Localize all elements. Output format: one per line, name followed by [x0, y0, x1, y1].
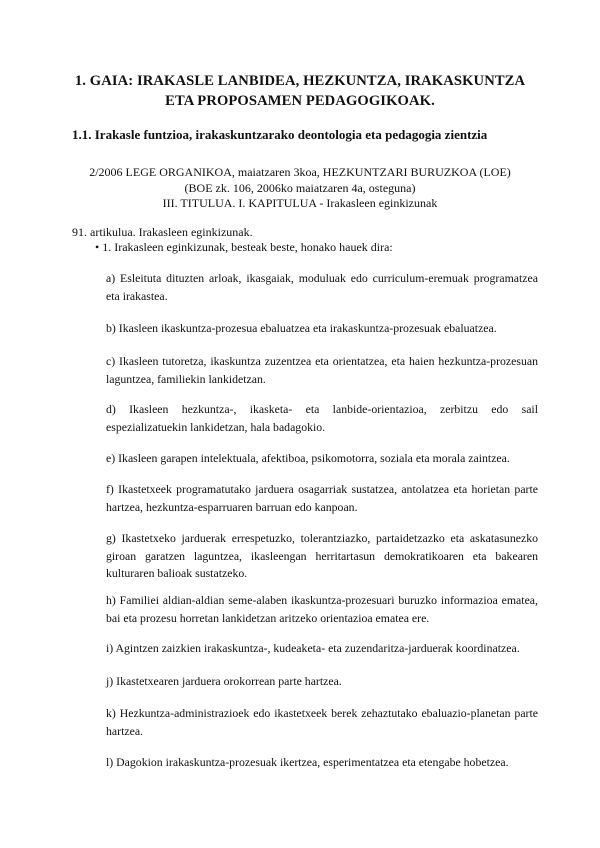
article-bullet: • 1. Irakasleen eginkizunak, besteak beste, honako hauek dira:	[95, 240, 393, 254]
law-reference	[70, 165, 530, 212]
section-heading: 1.1. Irakasle funtzioa, irakaskuntzarako deontologia eta pedagogia zientzia	[72, 127, 488, 142]
article-heading: 91. artikulua. Irakasleen eginkizunak.	[72, 225, 253, 239]
list-item: i) Agintzen zaizkien irakaskuntza-, kudeaketa- eta zuzendaritza-jarduerak koordinatzea.	[106, 641, 520, 655]
list-item: f) Ikastetxeek programatutako jarduera osagarriak sustatzea, antolatzea eta horietan parte hartzea, hezkuntza-esparruaren barruan edo kanpoan.	[106, 482, 538, 514]
title-line-2: ETA PROPOSAMEN PEDAGOGIKOAK.	[165, 93, 435, 109]
law-line-2: (BOE zk. 106, 2006ko maiatzaren 4a, osteguna)	[184, 180, 416, 195]
list-item: e) Ikasleen garapen intelektuala, afektiboa, psikomotorra, soziala eta morala zaintzea.	[106, 451, 510, 465]
list-item: a) Esleituta dituzten arloak, ikasgaiak, moduluak edo curriculum-eremuak programatzea eta irakastea.	[106, 271, 538, 303]
law-line-1: 2/2006 LEGE ORGANIKOA, maiatzaren 3koa, HEZKUNTZARI BURUZKOA (LOE)	[89, 165, 511, 179]
list-item: j) Ikastetxearen jarduera orokorrean parte hartzea.	[106, 674, 342, 688]
list-item: k) Hezkuntza-administrazioek edo ikastetxeek berek zehaztutako ebaluazio-planetan parte hartzea.	[106, 706, 538, 738]
list-item: b) Ikasleen ikaskuntza-prozesua ebaluatzea eta irakaskuntza-prozesuak ebaluatzea.	[106, 321, 497, 335]
page-title	[70, 71, 530, 111]
list-item: c) Ikasleen tutoretza, ikaskuntza zuzentzea eta orientatzea, eta haien hezkuntza-prozesuan laguntzea, familiekin lankidetzan.	[106, 354, 538, 386]
list-item: h) Familiei aldian-aldian seme-alaben ikaskuntza-prozesuari buruzko informazioa ematea, bai eta prozesu horretan lankidetzan aritzeko orientazioa ematea ere.	[106, 593, 538, 625]
list-item: g) Ikastetxeko jarduerak errespetuzko, tolerantziazko, partaidetzazko eta askatasunezko giroan garatzen laguntzea, ikasleengan herritartasun demokratikoaren eta bakearen kulturaren balioak sustatzeko.	[106, 531, 538, 580]
title-line-1: 1. GAIA: IRAKASLE LANBIDEA, HEZKUNTZA, IRAKASKUNTZA	[74, 73, 526, 89]
law-line-3: III. TITULUA. I. KAPITULUA - Irakasleen eginkizunak	[162, 196, 438, 210]
list-item: l) Dagokion irakaskuntza-prozesuak ikertzea, esperimentatzea eta etengabe hobetzea.	[106, 755, 509, 769]
list-item: d) Ikasleen hezkuntza-, ikasketa- eta lanbide-orientazioa, zerbitzu edo sail espezializatuekin lankidetzan, hala badagokio.	[106, 402, 538, 434]
